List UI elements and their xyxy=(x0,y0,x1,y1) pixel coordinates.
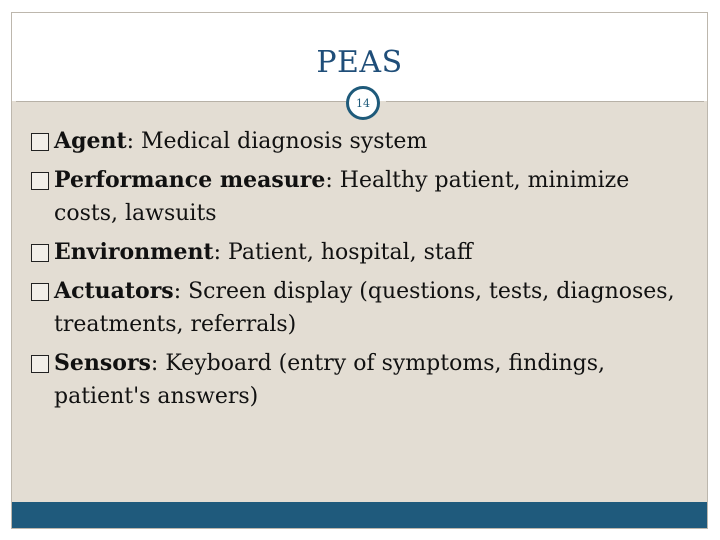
bullet-box-icon xyxy=(31,172,49,190)
bullet-item-environment xyxy=(12,236,707,269)
bullet-box-icon xyxy=(31,283,49,301)
bullet-item-sensors xyxy=(12,347,707,413)
bullet-box-icon xyxy=(31,133,49,151)
bullet-box-icon xyxy=(31,244,49,262)
slide xyxy=(11,12,708,529)
title-divider-left xyxy=(16,101,348,102)
bullet-term: Performance measure xyxy=(54,167,326,193)
bullet-text: : Screen display (questions, tests, diagnoses, treatments, referrals) xyxy=(54,279,675,337)
bullet-list xyxy=(12,125,707,419)
bullet-term: Agent xyxy=(54,128,127,154)
bullet-text: : Patient, hospital, staff xyxy=(213,240,473,265)
bullet-term: Actuators xyxy=(54,278,174,304)
bullet-text: : Keyboard (entry of symptoms, findings, patient's answers) xyxy=(54,351,605,409)
slide-title: PEAS xyxy=(316,45,403,80)
title-divider-right xyxy=(386,101,704,102)
bullet-text: : Healthy patient, minimize costs, lawsuits xyxy=(54,168,630,226)
bullet-item-performance-measure xyxy=(12,164,707,230)
bullet-term: Sensors xyxy=(54,350,151,376)
bullet-item-agent xyxy=(12,125,707,158)
bullet-term: Environment xyxy=(54,239,214,265)
bullet-text: : Medical diagnosis system xyxy=(126,129,428,154)
bullet-item-actuators xyxy=(12,275,707,341)
bullet-box-icon xyxy=(31,355,49,373)
page-number-badge: 14 xyxy=(346,86,380,120)
footer-bar xyxy=(12,502,707,528)
